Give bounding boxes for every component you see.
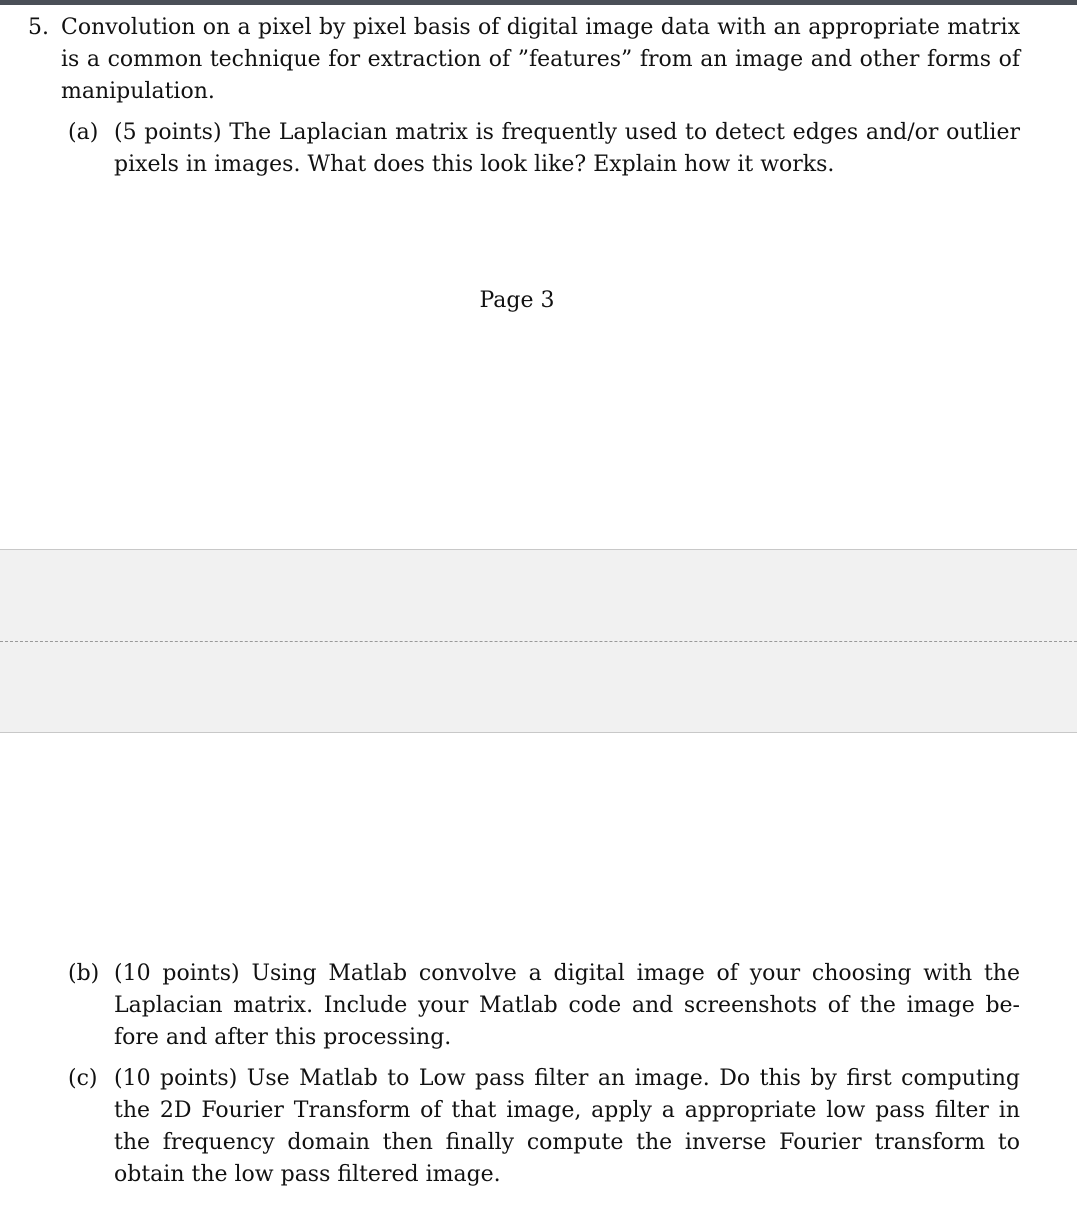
problem-5	[28, 12, 1020, 108]
part-b-label: (b)	[68, 961, 100, 986]
part-a	[68, 117, 1020, 181]
page-number: Page 3	[479, 288, 555, 313]
part-a-text: (5 points) The Laplacian matrix is frequently used to detect edges and/or outlier pixels in images. What does this look like? Explain how it works.	[114, 120, 1020, 177]
problem-statement: Convolution on a pixel by pixel basis of digital image data with an appropriate matrix is a common technique for extraction of ”features” from an image and other forms of manipulation.	[61, 15, 1020, 104]
part-b	[68, 958, 1020, 1054]
problem-number: 5.	[28, 15, 49, 40]
page-break-line	[0, 641, 1077, 642]
part-c	[68, 1063, 1020, 1191]
top-bar	[0, 0, 1077, 5]
part-c-label: (c)	[68, 1066, 98, 1091]
page-break-area	[0, 549, 1077, 733]
part-b-text: (10 points) Using Matlab convolve a digital image of your choosing with the Laplacian matrix. Include your Matlab code and screenshots of the image be-fore and after this processing.	[114, 961, 1020, 1050]
part-c-text: (10 points) Use Matlab to Low pass filter an image. Do this by first computing the 2D Fourier Transform of that image, apply a appropriate low pass filter in the frequency domain then finally compute the inverse Fourier transform to obtain the low pass filtered image.	[114, 1066, 1020, 1187]
part-a-label: (a)	[68, 120, 99, 145]
